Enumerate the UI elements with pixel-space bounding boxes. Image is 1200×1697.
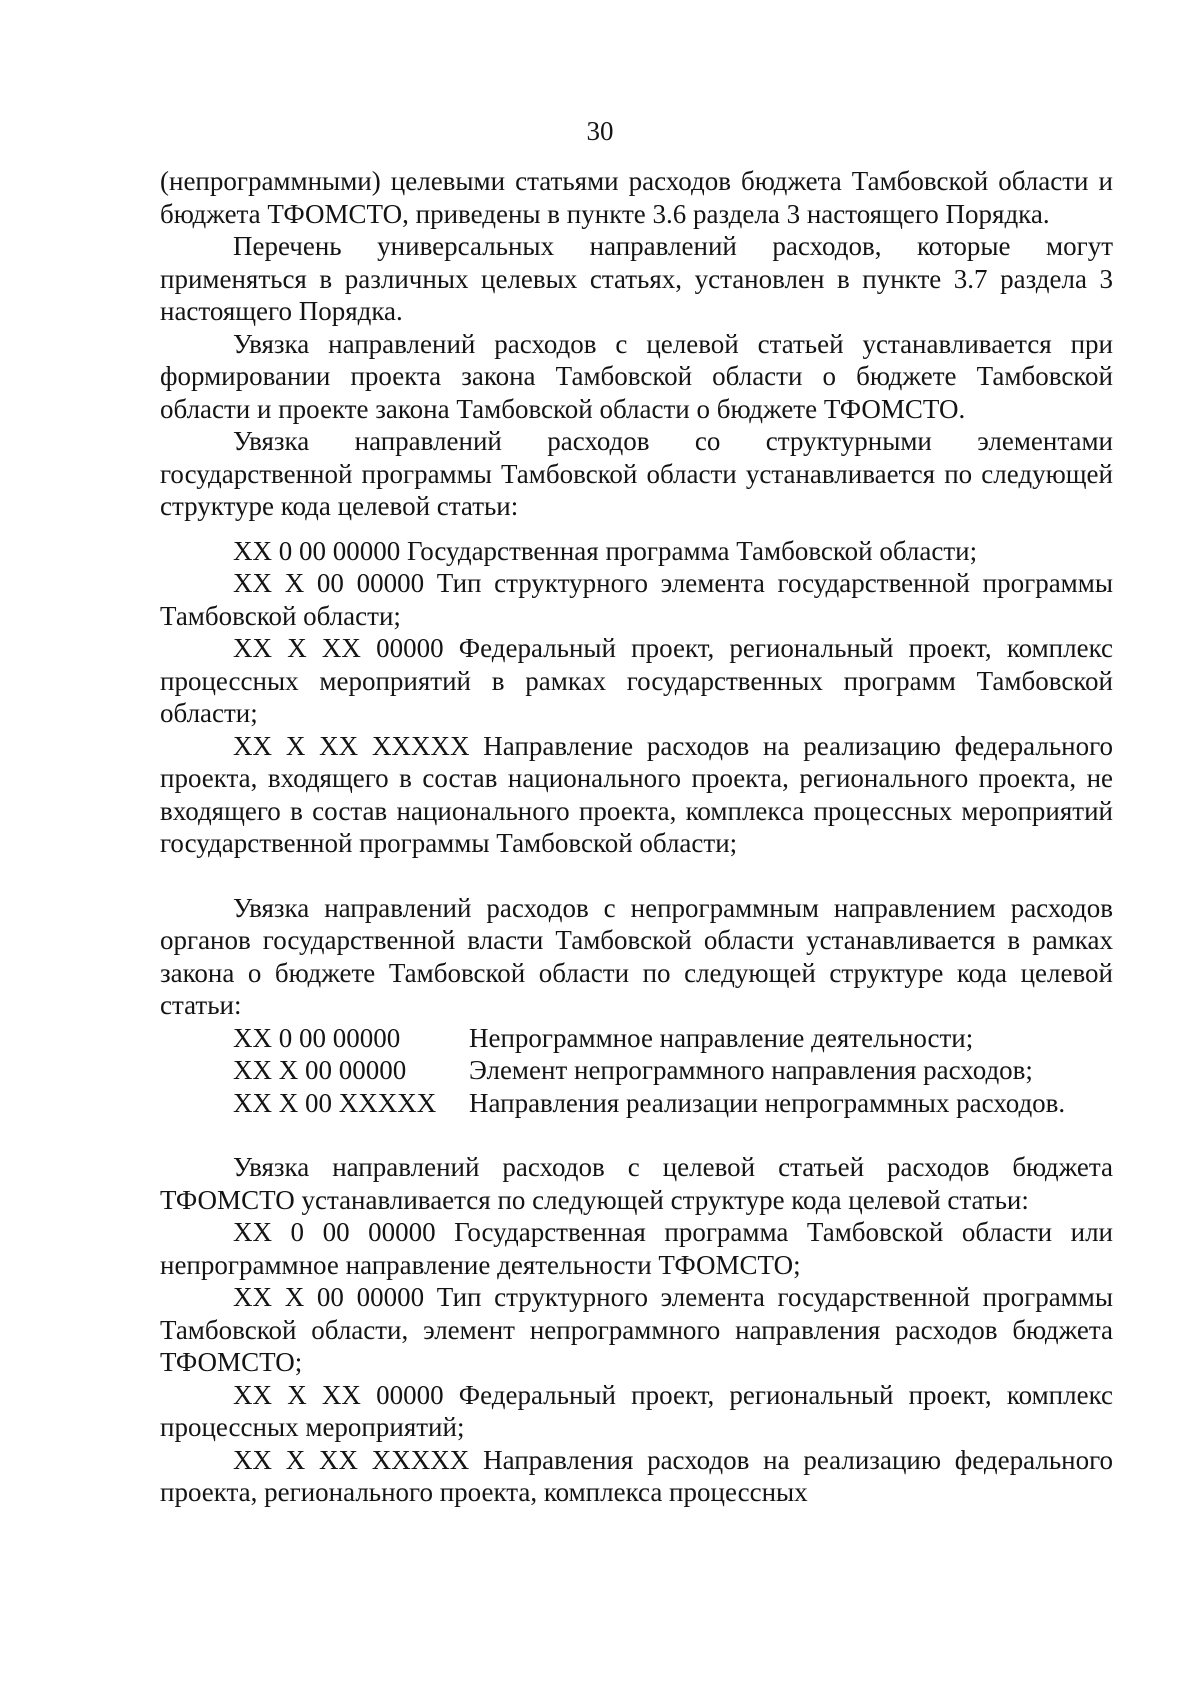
code-description: Направления реализации непрограммных расходов.	[469, 1087, 1066, 1118]
code-item-program: XX 0 00 00000 Государственная программа Тамбовской области;	[233, 535, 978, 566]
nonprogram-code-row	[160, 1022, 1113, 1055]
nonprogram-code-row	[160, 1054, 1113, 1087]
code-item-projects-complex: XX X XX 00000 Федеральный проект, региональный проект, комплекс процессных мероприятий;	[160, 1379, 1113, 1442]
spacer	[160, 860, 1113, 892]
paragraph-universal-directions: Перечень универсальных направлений расходов, которые могут применяться в различных целевых статьях, установлен в пункте 3.7 раздела 3 настоящего Порядка.	[160, 231, 1113, 326]
code-description: Элемент непрограммного направления расходов;	[469, 1055, 1033, 1085]
paragraph-linkage-nonprogram: Увязка направлений расходов с непрограммным направлением расходов органов государственной власти Тамбовской области устанавливается в рамках закона о бюджете Тамбовской области по следующей структуре кода целевой статьи:	[160, 892, 1113, 1020]
paragraph-linkage-target-article: Увязка направлений расходов с целевой статьей устанавливается при формировании проекта закона Тамбовской области о бюджете Тамбовской области и проекте закона Тамбовской области о бюджете ТФОМСТО.	[160, 328, 1113, 424]
code-item-expense-directions-tfomsto: XX X XX XXXXX Направления расходов на реализацию федерального проекта, регионального проекта, комплекса процессных	[160, 1444, 1113, 1507]
paragraph-linkage-tfomsto: Увязка направлений расходов с целевой статьей расходов бюджета ТФОМСТО устанавливается по следующей структуре кода целевой статьи:	[160, 1152, 1113, 1215]
code-value: XX 0 00 00000	[233, 1022, 401, 1053]
code-description: Непрограммное направление деятельности;	[469, 1022, 974, 1053]
page-number: 30	[586, 116, 614, 146]
code-value: XX X 00 00000	[233, 1055, 407, 1085]
code-item-federal-regional-project: XX X XX 00000 Федеральный проект, региональный проект, комплекс процессных мероприятий в рамках государственных программ Тамбовской области;	[160, 633, 1113, 728]
document-body	[160, 165, 1113, 1509]
code-value: XX X 00 XXXXX	[233, 1087, 437, 1118]
spacer	[160, 1119, 1113, 1151]
code-item-expense-direction: XX X XX XXXXX Направление расходов на реализацию федерального проекта, входящего в состав национального проекта, регионального проекта, не входящего в состав национального проекта, комплекса процессных мероприятий государственной программы Тамбовской области;	[160, 730, 1113, 858]
paragraph-continuation: (непрограммными) целевыми статьями расходов бюджета Тамбовской области и бюджета ТФОМСТО, приведены в пункте 3.6 раздела 3 настоящего Порядка.	[160, 166, 1113, 229]
paragraph-linkage-structural-elements: Увязка направлений расходов со структурными элементами государственной программы Тамбовской области устанавливается по следующей структуре кода целевой статьи:	[160, 426, 1113, 521]
spacer	[160, 523, 1113, 535]
code-item-structural-element-type: XX X 00 00000 Тип структурного элемента государственной программы Тамбовской области;	[160, 568, 1113, 631]
code-item-structural-element-tfomsto: XX X 00 00000 Тип структурного элемента государственной программы Тамбовской области, элемент непрограммного направления расходов бюджета ТФОМСТО;	[160, 1282, 1113, 1377]
code-item-program-or-nonprogram: XX 0 00 00000 Государственная программа Тамбовской области или непрограммное направление деятельности ТФОМСТО;	[160, 1217, 1113, 1280]
nonprogram-code-row	[160, 1087, 1113, 1120]
